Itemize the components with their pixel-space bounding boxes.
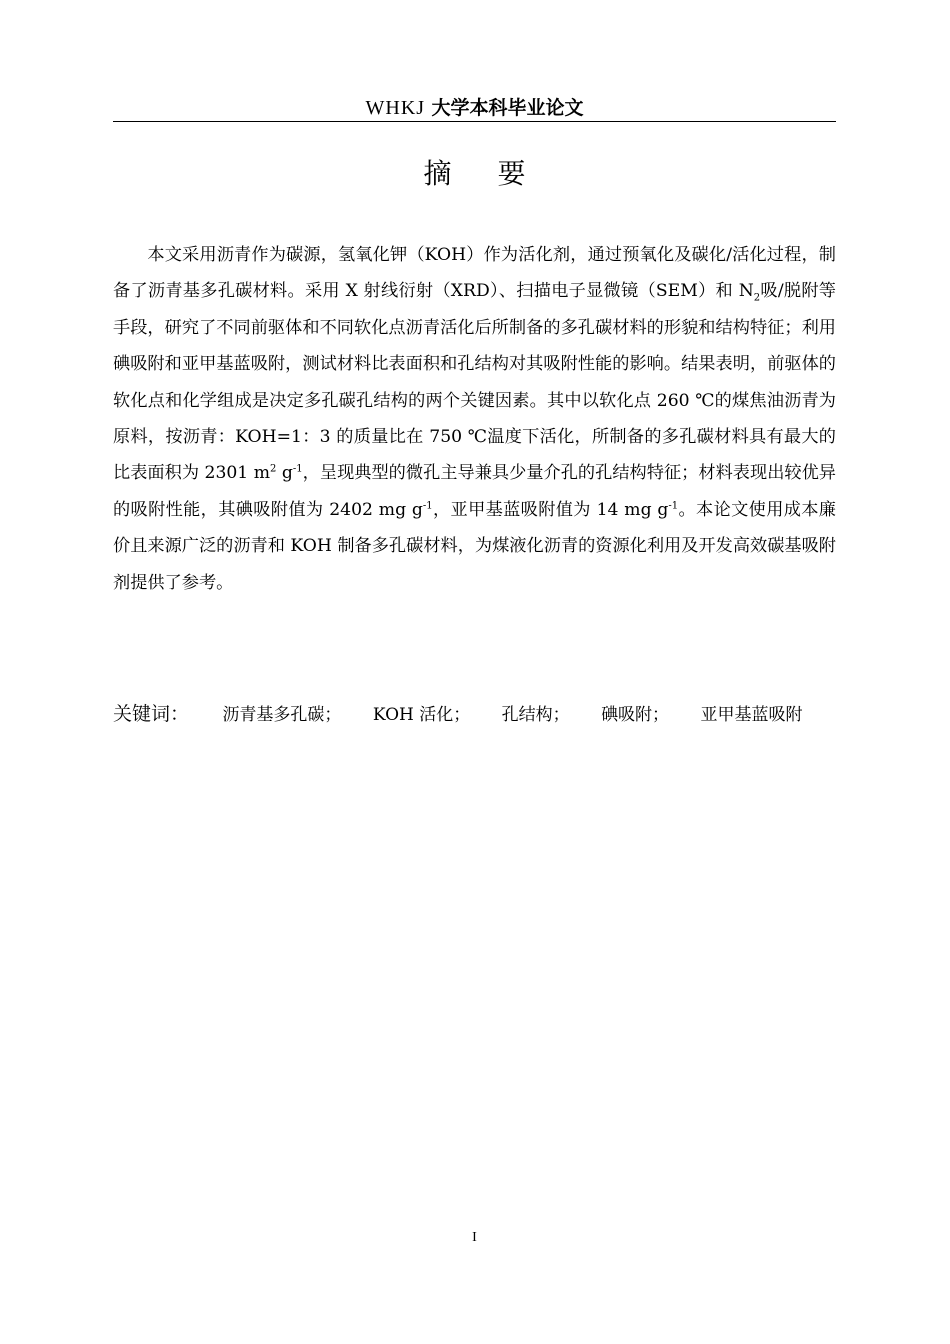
keyword-item: 亚甲基蓝吸附	[700, 705, 803, 725]
superscript-2: 2	[270, 463, 277, 475]
superscript-neg1-a: -1	[292, 463, 303, 475]
header-rule	[113, 121, 836, 122]
page-title: 摘要	[423, 157, 572, 190]
abstract-text-3: g	[276, 463, 293, 484]
subscript-2: 2	[753, 292, 761, 304]
abstract-paragraph	[113, 237, 836, 601]
keywords-label: 关键词：	[113, 703, 190, 725]
abstract-body	[113, 237, 836, 601]
keyword-item: 碘吸附；	[601, 705, 670, 725]
page-number: I	[472, 1230, 477, 1245]
superscript-neg1-b: -1	[422, 500, 433, 512]
keyword-item: 沥青基多孔碳；	[222, 705, 342, 725]
page-header	[113, 93, 836, 122]
abstract-text-6: 。本论文使用成本廉价且来源广泛的沥青和 KOH 制备多孔碳材料，为煤液化沥青的资源化利用及开发高效碳基吸附剂提供了参考。	[113, 499, 836, 593]
header-thesis-label: 大学本科毕业论文	[431, 97, 584, 119]
abstract-text-4: ，呈现典型的微孔主导兼具少量介孔的孔结构特征；材料表现出较优异的吸附性能，其碘吸附值为 2402 mg g	[113, 463, 836, 520]
keyword-item: 孔结构；	[501, 705, 570, 725]
abstract-text-1: 本文采用沥青作为碳源，氢氧化钾（KOH）作为活化剂，通过预氧化及碳化/活化过程，制备了沥青基多孔碳材料。采用 X 射线衍射（XRD）、扫描电子显微镜（SEM）和 N	[113, 245, 836, 302]
abstract-text-2: 吸/脱附等手段，研究了不同前驱体和不同软化点沥青活化后所制备的多孔碳材料的形貌和结构特征；利用碘吸附和亚甲基蓝吸附，测试材料比表面积和孔结构对其吸附性能的影响。结果表明，前驱体的软化点和化学组成是决定多孔碳孔结构的两个关键因素。其中以软化点 260 ℃的煤焦油沥青为原料，按沥青：KOH=1：3 的质量比在 750 ℃温度下活化，所制备的多孔碳材料具有最大的比表面积为 2301 m	[113, 281, 836, 484]
superscript-neg1-c: -1	[668, 500, 679, 512]
keyword-item: KOH 活化；	[372, 705, 471, 725]
abstract-text-5: ，亚甲基蓝吸附值为 14 mg g	[432, 499, 669, 520]
keywords-line	[113, 697, 836, 732]
header-school-code: WHKJ	[365, 97, 426, 119]
